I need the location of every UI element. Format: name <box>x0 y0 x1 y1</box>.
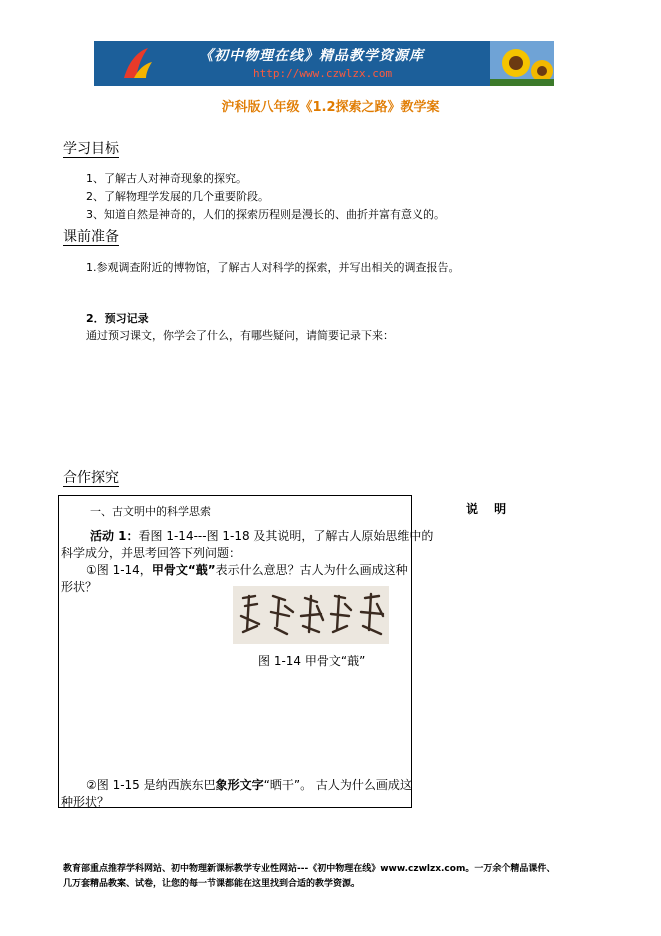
banner-url[interactable]: http://www.czwlzx.com <box>253 67 393 80</box>
activity-text-2: 科学成分，并思考回答下列问题： <box>61 546 242 560</box>
footer-line-2: 几万套精品教案、试卷，让您的每一节课都能在这里找到合适的教学资源。 <box>63 879 361 889</box>
question-2-end: 种形状？ <box>61 795 110 809</box>
footer-line-1: 教育部重点推荐学科网站、初中物理新课标教学专业性网站---《初中物理在线》www.czwlzx.com。一万余个精品课件、 <box>63 864 556 874</box>
question-2-bold: 象形文字 <box>215 778 264 792</box>
question-1-part: ①图 1-14， <box>86 563 152 577</box>
question-1 <box>86 561 408 578</box>
document-title: 沪科版八年级《1.2探索之路》教学案 <box>221 100 440 115</box>
prep-item-2-title: 2．预习记录 <box>86 312 149 325</box>
site-logo-icon <box>118 44 156 82</box>
question-1-end: 形状？ <box>61 580 98 594</box>
question-2 <box>86 776 412 793</box>
question-2-part: ②图 1-15 是纳西族东巴 <box>86 778 216 792</box>
prep-item-1: 1.参观调查附近的博物馆，了解古人对科学的探索，并写出相关的调查报告。 <box>86 261 460 274</box>
section-heading-prep: 课前准备 <box>63 229 119 245</box>
oracle-bone-figure <box>233 586 389 644</box>
header-banner <box>94 41 554 86</box>
goal-item: 2、了解物理学发展的几个重要阶段。 <box>86 190 269 203</box>
question-1-part: 表示什么意思？古人为什么画成这种 <box>215 563 408 577</box>
banner-title: 《初中物理在线》精品教学资源库 <box>199 48 424 64</box>
activity-text: 看图 1-14---图 1-18 及其说明，了解古人原始思维中的 <box>138 529 434 543</box>
side-note-label: 说 明 <box>466 502 513 516</box>
activity-label: 活动 1： <box>90 529 139 543</box>
prep-item-2-text: 通过预习课文，你学会了什么，有哪些疑问，请简要记录下来： <box>86 329 394 342</box>
question-1-bold: 甲骨文“蕺” <box>151 563 216 577</box>
goal-item: 1、了解古人对神奇现象的探究。 <box>86 172 247 185</box>
section-heading-goals: 学习目标 <box>63 141 119 157</box>
page-footer <box>63 862 603 892</box>
question-2-part: “晒干”。 古人为什么画成这 <box>263 778 412 792</box>
activity-line <box>90 527 433 544</box>
figure-caption: 图 1-14 甲骨文“蕺” <box>258 654 366 668</box>
box-heading: 一、古文明中的科学思索 <box>90 505 211 518</box>
section-heading-explore: 合作探究 <box>63 470 119 486</box>
goal-item: 3、知道自然是神奇的，人们的探索历程则是漫长的、曲折并富有意义的。 <box>86 208 445 221</box>
sunflower-image <box>490 41 554 86</box>
